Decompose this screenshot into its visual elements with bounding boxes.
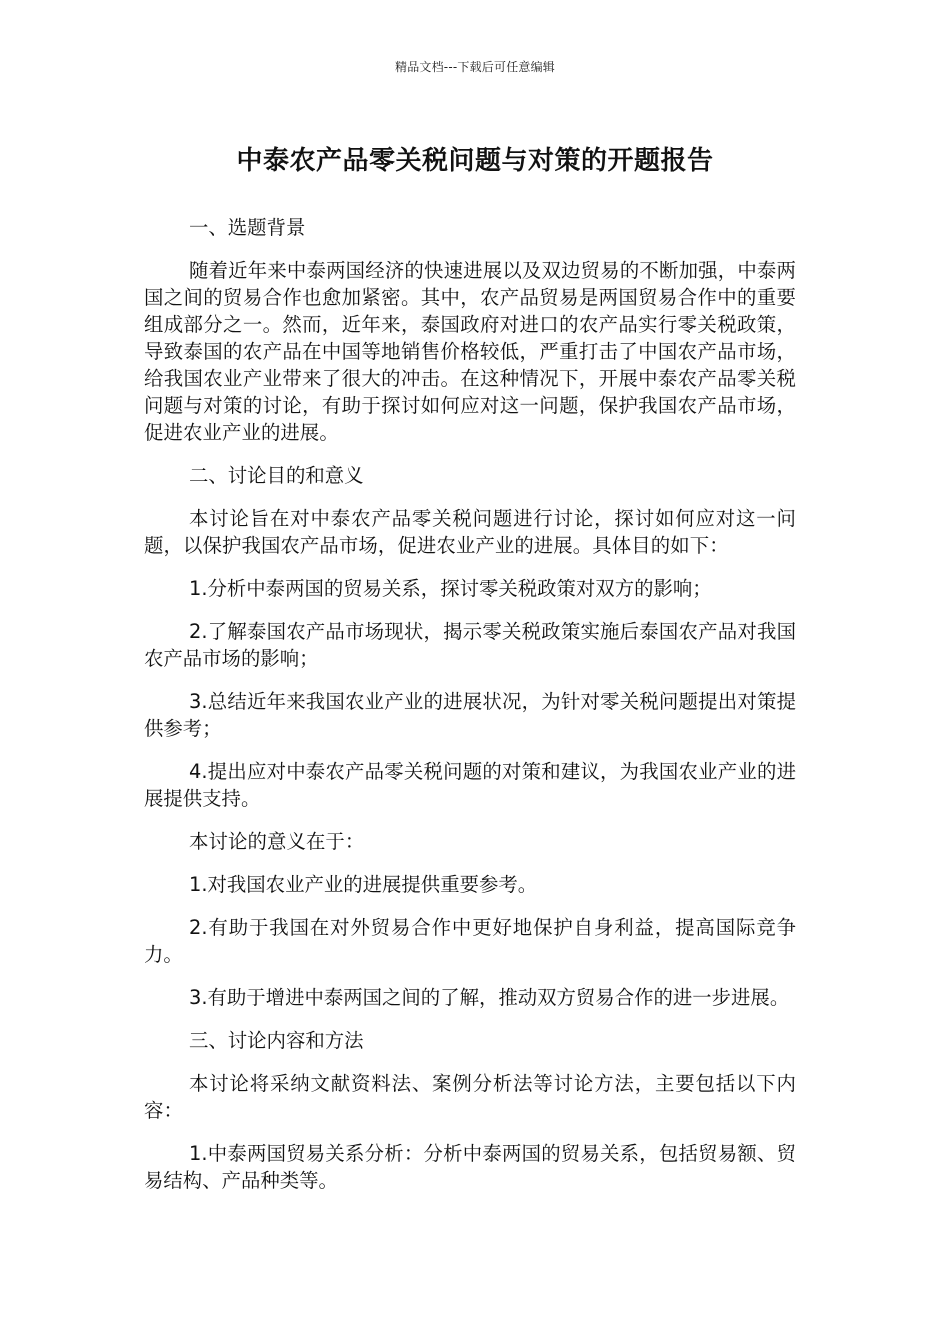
- goal-item-1: 1.分析中泰两国的贸易关系，探讨零关税政策对双方的影响；: [189, 577, 712, 600]
- document-title: 中泰农产品零关税问题与对策的开题报告: [236, 146, 714, 176]
- section-heading-purpose: 二、讨论目的和意义: [189, 464, 364, 487]
- background-paragraph: 随着近年来中泰两国经济的快速进展以及双边贸易的不断加强，中泰两国之间的贸易合作也愈加紧密。其中，农产品贸易是两国贸易合作中的重要组成部分之一。然而，近年来，泰国政府对进口的农产品实行零关税政策，导致泰国的农产品在中国等地销售价格较低，严重打击了中国农产品市场，给我国农业产业带来了很大的冲击。在这种情况下，开展中泰农产品零关税问题与对策的讨论，有助于探讨如何应对这一问题，保护我国农产品市场，促进农业产业的进展。: [144, 259, 796, 444]
- purpose-intro-paragraph: 本讨论旨在对中泰农产品零关税问题进行讨论，探讨如何应对这一问题，以保护我国农产品市场，促进农业产业的进展。具体目的如下：: [144, 507, 796, 557]
- goal-item-3: 3.总结近年来我国农业产业的进展状况，为针对零关税问题提出对策提供参考；: [144, 690, 796, 740]
- section-heading-background: 一、选题背景: [189, 216, 306, 239]
- goal-item-2: 2.了解泰国农产品市场现状，揭示零关税政策实施后泰国农产品对我国农产品市场的影响；: [144, 620, 796, 670]
- significance-intro: 本讨论的意义在于：: [189, 830, 365, 853]
- significance-item-1: 1.对我国农业产业的进展提供重要参考。: [189, 873, 538, 896]
- methods-intro-paragraph: 本讨论将采纳文献资料法、案例分析法等讨论方法，主要包括以下内容：: [144, 1072, 796, 1122]
- method-item-1: 1.中泰两国贸易关系分析：分析中泰两国的贸易关系，包括贸易额、贸易结构、产品种类等。: [144, 1142, 796, 1192]
- header-note: 精品文档---下载后可任意编辑: [395, 60, 555, 74]
- significance-item-3: 3.有助于增进中泰两国之间的了解，推动双方贸易合作的进一步进展。: [189, 986, 790, 1009]
- significance-item-2: 2.有助于我国在对外贸易合作中更好地保护自身利益，提高国际竞争力。: [144, 916, 796, 966]
- document-body: [144, 214, 796, 1210]
- goal-item-4: 4.提出应对中泰农产品零关税问题的对策和建议，为我国农业产业的进展提供支持。: [144, 760, 796, 810]
- section-heading-methods: 三、讨论内容和方法: [189, 1029, 364, 1052]
